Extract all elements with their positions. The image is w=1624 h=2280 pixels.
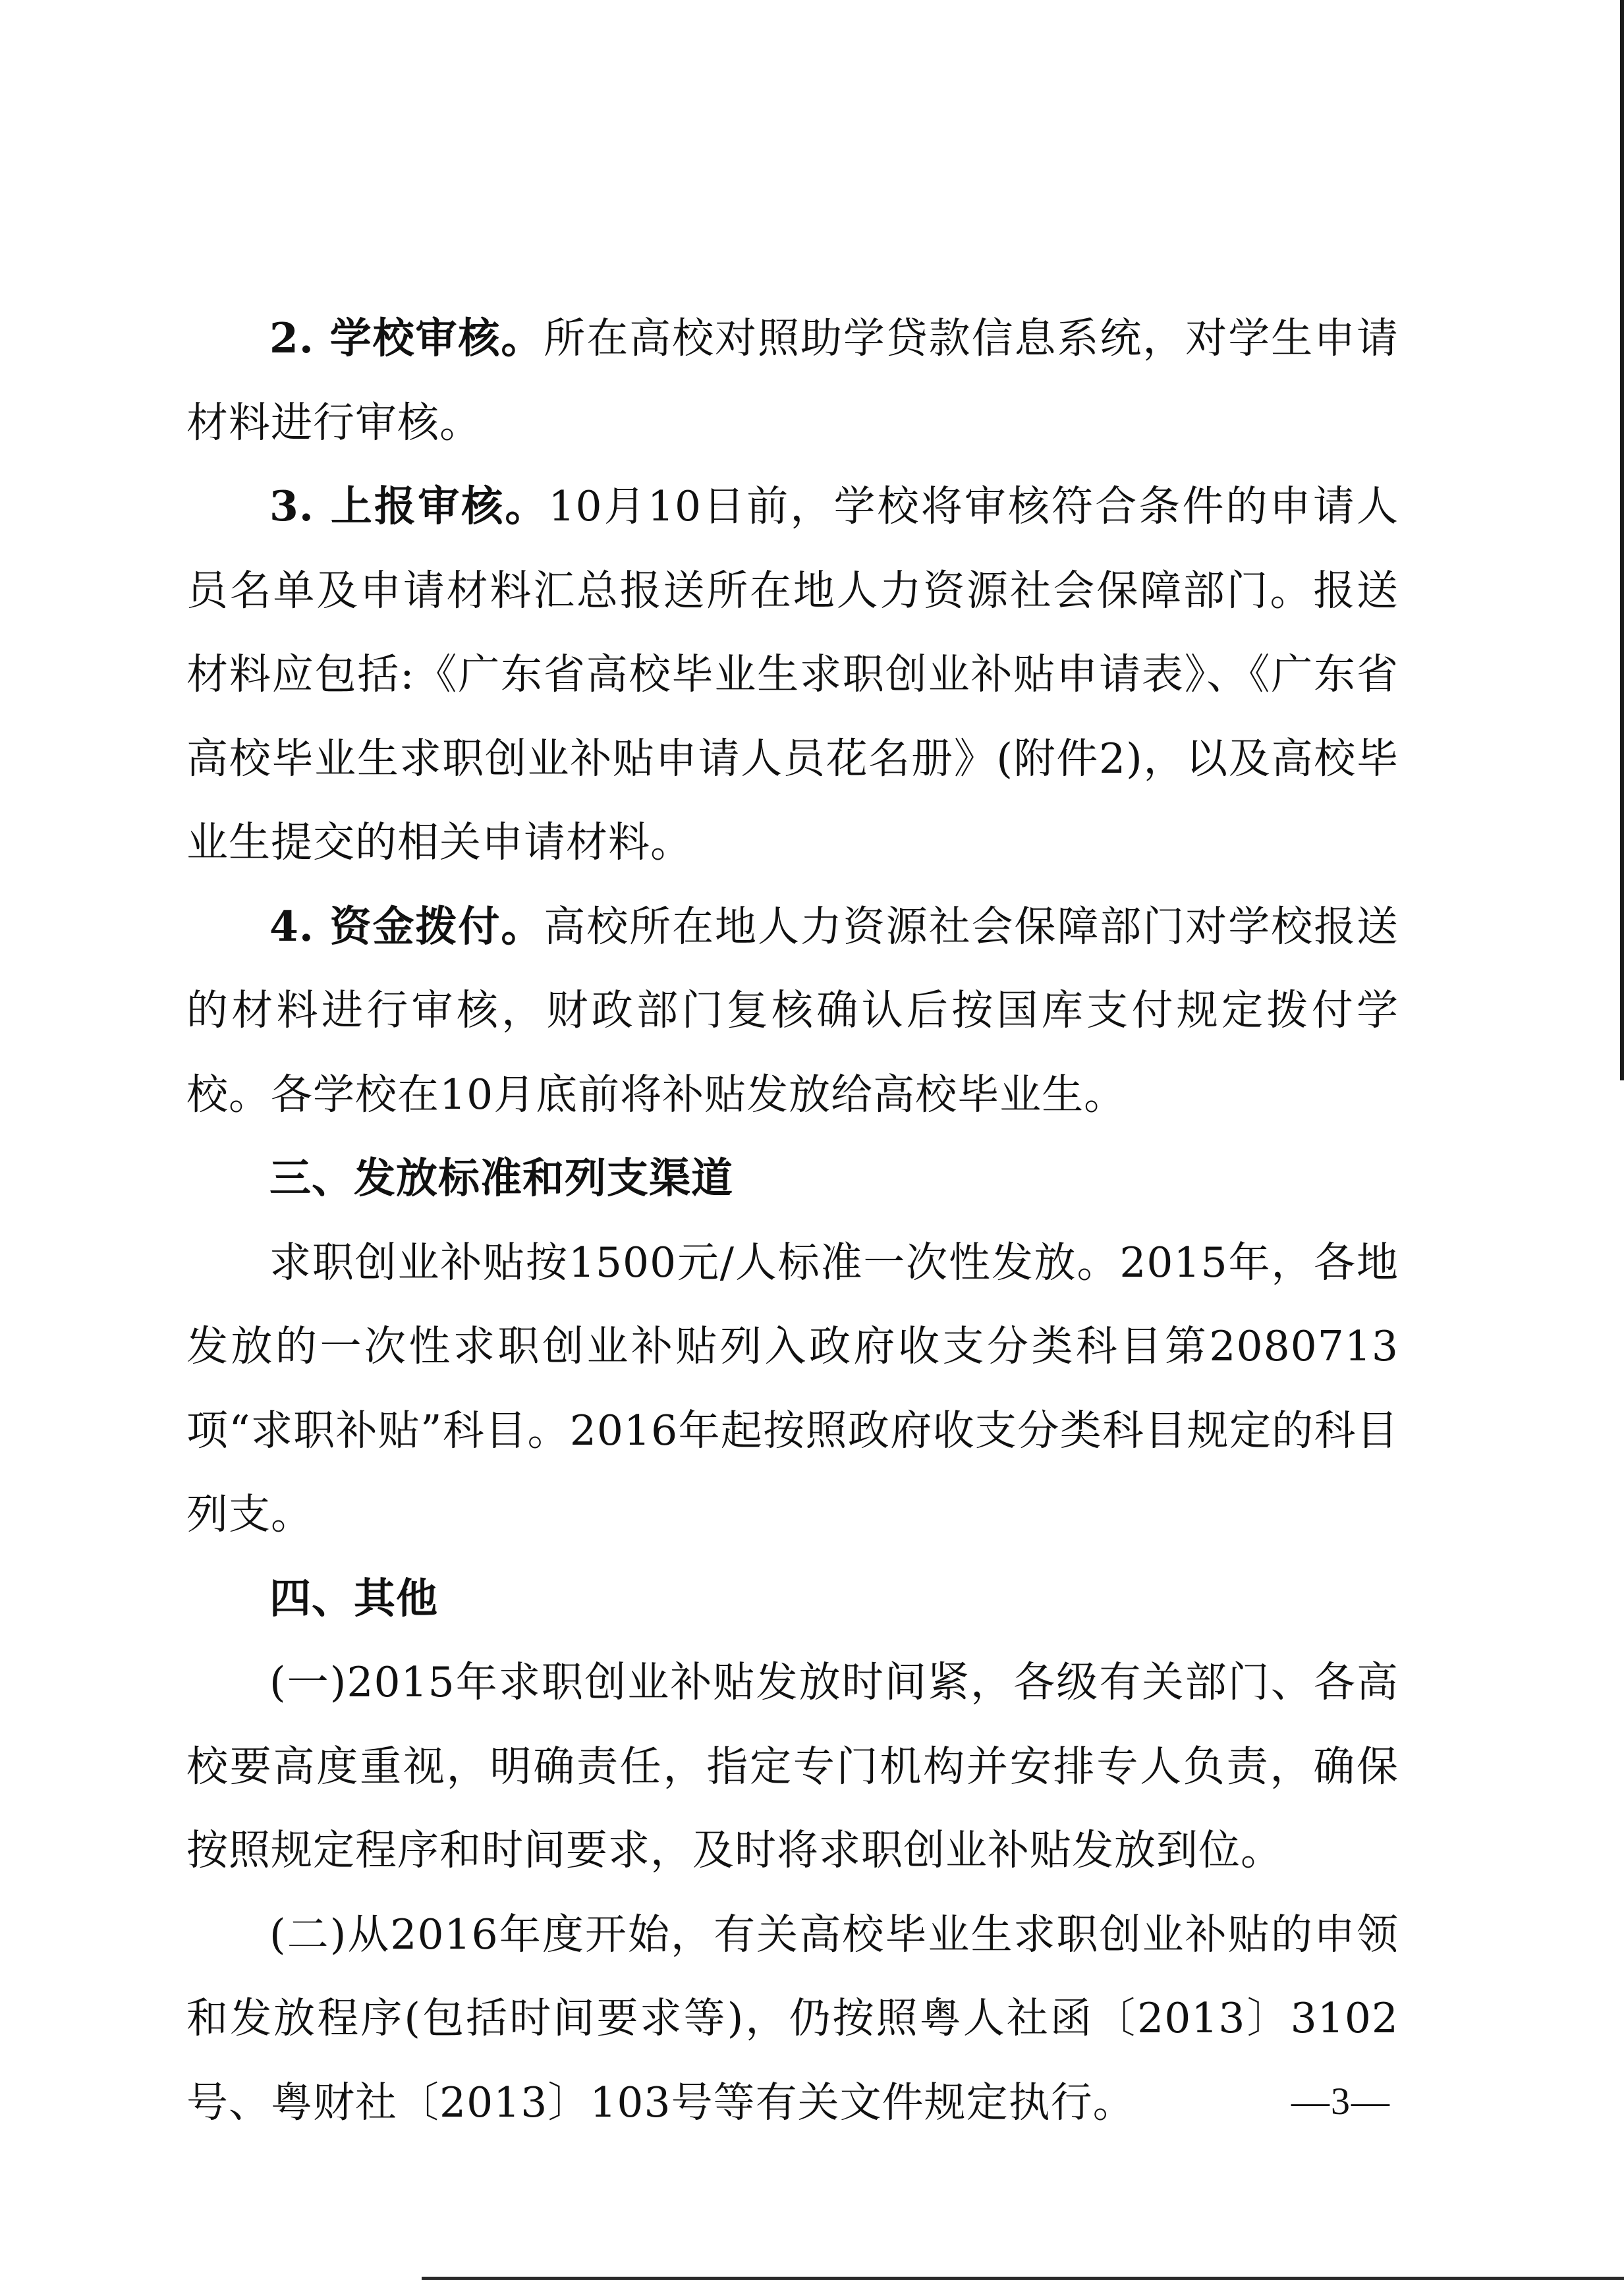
- step-report-review-label: 3. 上报审核。: [269, 482, 549, 530]
- step-fund-allocation-label: 4. 资金拨付。: [269, 901, 544, 951]
- document-body: [186, 296, 1399, 2144]
- section-3-heading: 三、发放标准和列支渠道: [269, 1154, 733, 1202]
- step-fund-allocation: [186, 885, 1399, 1137]
- section-3-paragraph: 求职创业补贴按1500元/人标准一次性发放。2015年，各地发放的一次性求职创业补贴列入政府收支分类科目第2080713项“求职补贴”科目。2016年起按照政府收支分类科目规定的科目列支。: [186, 1238, 1399, 1538]
- scan-edge-right: [1620, 0, 1624, 1080]
- step-school-review-label: 2. 学校审核。: [269, 314, 544, 362]
- page-number: —3—: [1291, 2080, 1391, 2123]
- step-school-review: [186, 296, 1399, 464]
- scan-edge-bottom: [422, 2277, 1624, 2280]
- step-fund-allocation-text: 高校所在地人力资源社会保障部门对学校报送的材料进行审核，财政部门复核确认后按国库支付规定拨付学校。各学校在10月底前将补贴发放给高校毕业生。: [186, 902, 1399, 1119]
- section-4-heading: 四、其他: [269, 1573, 438, 1623]
- step-school-review-text: 所在高校对照助学贷款信息系统，对学生申请材料进行审核。: [186, 314, 1399, 447]
- section-4-item-2: (二)从2016年度开始，有关高校毕业生求职创业补贴的申领和发放程序(包括时间要求等)，仍按照粤人社函〔2013〕3102号、粤财社〔2013〕103号等有关文件规定执行。: [186, 1910, 1399, 2127]
- section-4-item-1: (一)2015年求职创业补贴发放时间紧，各级有关部门、各高校要高度重视，明确责任，指定专门机构并安排专人负责，确保按照规定程序和时间要求，及时将求职创业补贴发放到位。: [186, 1658, 1399, 1874]
- step-report-review: [186, 464, 1399, 885]
- step-report-review-text: 10月10日前，学校将审核符合条件的申请人员名单及申请材料汇总报送所在地人力资源社会保障部门。报送材料应包括:《广东省高校毕业生求职创业补贴申请表》、《广东省高校毕业生求职创业补贴申请人员花名册》(附件2)，以及高校毕业生提交的相关申请材料。: [186, 482, 1399, 866]
